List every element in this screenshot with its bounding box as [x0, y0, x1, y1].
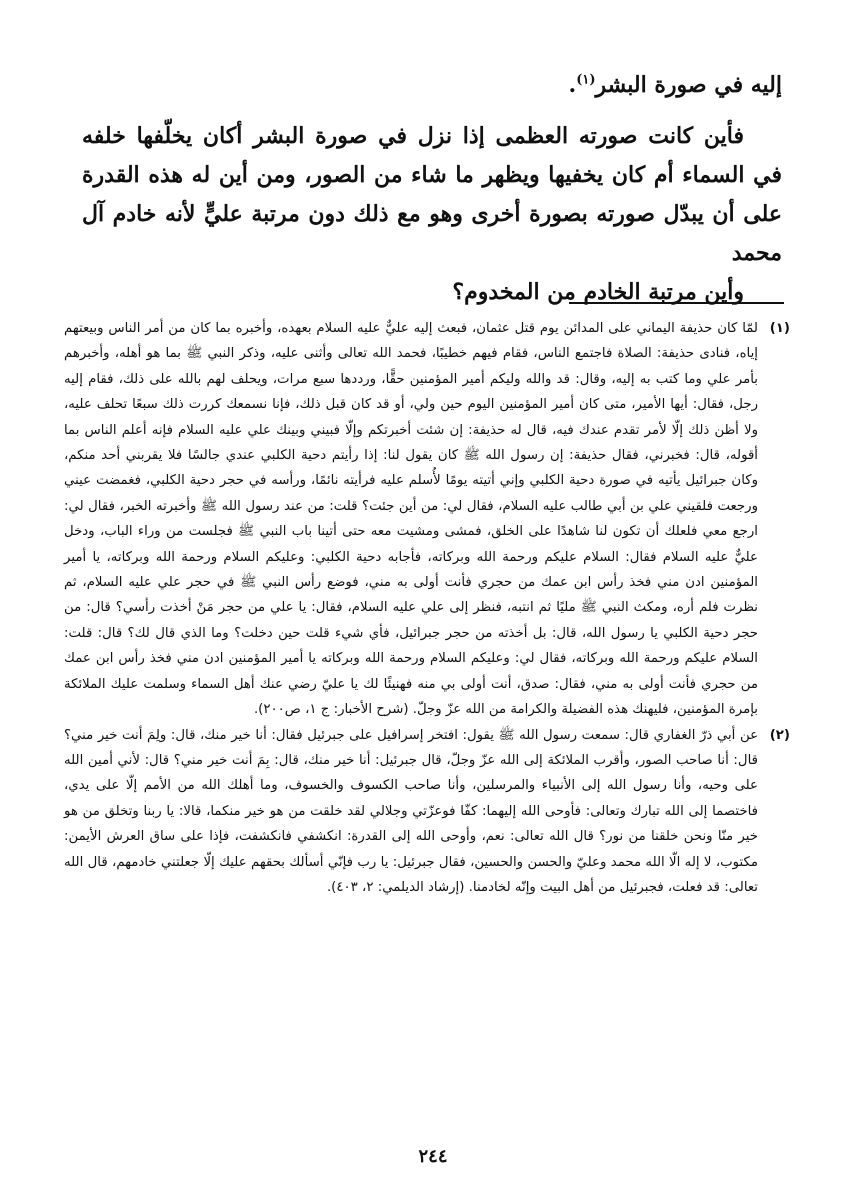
footnote-ref-1: (١) — [576, 72, 596, 88]
page-number: ٢٤٤ — [418, 1146, 448, 1167]
footnote-divider — [569, 302, 784, 304]
footnote-text: لمّا كان حذيفة اليماني على المدائن يوم قتل عثمان، فبعث إليه عليٌّ عليه السلام بعهده، وأخبره بما كان من أمر الناس وبيعتهم إياه، فنادى حذيفة: الصلاة فاجتمع الناس، فقام فيهم خطيبًا، فحمد الله تعالى وأثنى عليه، وذكر النبي ﷺ بما هو أهله، وأخبرهم بأمر علي وما كتب به إليه، وقال: قد والله وليكم أمير المؤمنين حقًّا، ورددها سبع مرات، ويحلف لهم بالله على ذلك، فقام إليه رجل، فقال: أيها الأمير، متى كان أمير المؤمنين اليوم حين ولي، أو قد كان قبل ذلك، فإنا نسمعك كررت ذلك سبعًا تحلف عليه، ولا أظن ذلك إلّا لأمر تقدم عندك فيه، قال له حذيفة: إن شئت أخبرتكم وإلّا فبيني وبينك علي عليه السلام فإنه أعلم الناس بما أقوله، قال: فخبرني، فقال حذيفة: إن رسول الله ﷺ كان يقول لنا: إذا رأيتم دحية الكلبي عندي جالسًا فلا يقربني أحد منكم، وكان جبرائيل يأتيه في صورة دحية الكلبي وإني أتيته يومًا لأُسلم عليه فرأيته نائمًا، ورأسه في حجر دحية الكلبي، فغمضت عيني ورجعت فلقيني علي بن أبي طالب عليه السلام، فقال لي: من أين جئت؟ قلت: من عند رسول الله ﷺ وأخبرته الخبر، فقال لي: ارجع معي فلعلك أن تكون لنا شاهدًا على الخلق، فمشى ومشيت معه حتى أتينا باب النبي ﷺ فجلست من وراء الباب، ودخل عليٌّ عليه السلام فقال: السلام عليكم ورحمة الله وبركاته، فأجابه دحية الكلبي: وعليكم السلام ورحمة الله وبركاته، يا أمير المؤمنين ادن مني فخذ رأس ابن عمك من حجري فأنت أولى به مني، فوضع رأس النبي ﷺ في حجر علي عليه السلام، ثم نظرت فلم أره، ومكث النبي ﷺ مليًا ثم انتبه، فنظر إلى علي عليه السلام، فقال: يا علي من حجر مَنْ أخذت رأسي؟ قال: من حجر دحية الكلبي يا رسول الله، قال: بل أخذته من حجر جبرائيل، فأي شيء قلت حين دخلت؟ وما الذي قال لك؟ قال: قلت: السلام عليكم ورحمة الله وبركاته، فقال لي: وعليكم السلام ورحمة الله وبركاته يا أمير المؤمنين ادن مني فخذ رأس ابن عمك من حجري فأنت أولى به مني، فقال: صدق، أنت أولى بي منه فهنيئًا لك يا عليّ رضي عنك أهل السماء وسلمت عليك الملائكة بإمرة المؤمنين، فليهنك هذه الفضيلة والكرامة من الله عزّ وجلّ. (شرح الأخبار: ج ١، ص٢٠٠). — [64, 321, 758, 718]
main-paragraph-last: وأين مرتبة الخادم من المخدوم؟ — [452, 279, 744, 305]
opening-line — [82, 66, 782, 105]
main-text — [82, 66, 782, 312]
footnote-text: عن أبي ذرّ الغفاري قال: سمعت رسول الله ﷺ يقول: افتخر إسرافيل على جبرئيل فقال: أنا خير منك، قال: ولِمَ أنت خير مني؟ قال: أنا صاحب الصور، وأقرب الملائكة إلى الله عزّ وجلّ، قال جبرئيل: أنا خير منك، قال: بِمَ أنت خير مني؟ قال: لأني أمين الله على وحيه، وأنا رسول الله إلى الأنبياء والمرسلين، وأنا صاحب الكسوف والخسوف، وما أهلك الله من الأمم إلّا على يدي، فاختصما إلى الله تبارك وتعالى: فأوحى الله إليهما: كفّا فوعزّتي وجلالي لقد خلقت من هو خير منكما، قالا: يا ربنا وتخلق من هو خير منّا ونحن خلقنا من نور؟ قال الله تعالى: نعم، وأوحى الله إلى القدرة: انكشفي فانكشفت، فإذا على ساق العرش الأيمن: مكتوب، لا إله الّا الله محمد وعليّ والحسن والحسين، فقال جبرئيل: يا رب فإنّي أسألك بحقهم عليك إلّا جعلتني خادمهم، قال الله تعالى: قد فعلت، فجبرئيل من أهل البيت وإنّه لخادمنا. (إرشاد الديلمي: ٢، ٤٠٣). — [64, 727, 758, 895]
footnote-number: (٢) — [769, 727, 790, 743]
footnote-2 — [64, 723, 790, 901]
opening-text: إليه في صورة البشر — [595, 72, 782, 98]
opening-end: . — [568, 72, 577, 98]
main-paragraph: فأين كانت صورته العظمى إذا نزل في صورة البشر أكان يخلّفها خلفه في السماء أم كان يخفيها ويظهر ما شاء من الصور، ومن أين له هذه القدرة على أن يبدّل صورته بصورة أخرى وهو مع ذلك دون مرتبة عليٍّ لأنه خادم آل محمد — [82, 123, 782, 266]
footnote-1 — [64, 316, 790, 723]
footnote-number: (١) — [769, 321, 790, 336]
footnotes — [64, 316, 790, 900]
